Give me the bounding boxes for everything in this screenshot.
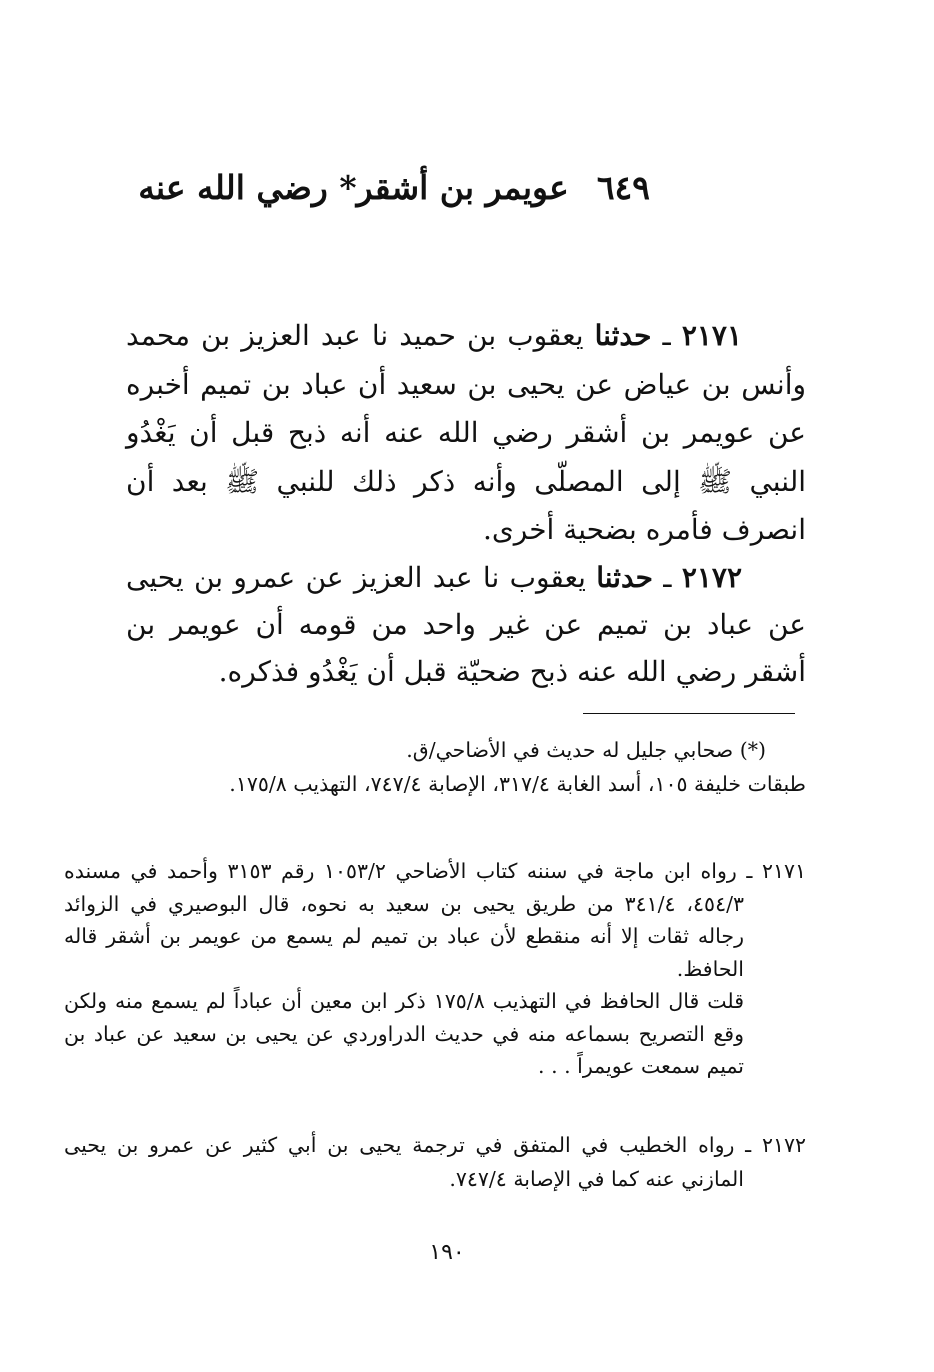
page-number: ١٩٠ [429, 1240, 465, 1265]
footnote-number: ٢١٧١ ـ [746, 859, 806, 883]
footnote-star [126, 734, 806, 801]
chapter-title: عويمر بن أشقر* رضي الله عنه [138, 168, 569, 207]
hadith-text: يعقوب بن حميد نا عبد العزيز بن محمد وأنس بن عياض عن يحيى بن سعيد أن عباد بن تميم أخبره عن عويمر بن أشقر رضي الله عنه أنه ذبح قبل أن يَغْدُو النبي ﷺ إلى المصلّى وأنه ذكر ذلك للنبي ﷺ بعد أن انصرف فأمره بضحية أخرى. [126, 319, 807, 546]
hadith-lead: حدثنا [596, 561, 653, 594]
footnote-2171-para1: رواه ابن ماجة في سننه كتاب الأضاحي ١٠٥٣/٢ رقم ٣١٥٣ وأحمد في مسنده ٤٥٤/٣، ٣٤١/٤ من طريق يحيى بن سعيد به نحوه، قال البوصيري في الزوائد رجاله ثقات إلا أنه منقطع لأن عباد بن تميم لم يسمع من عويمر بن أشقر قاله الحافظ. [64, 859, 744, 981]
hadith-number: ٢١٧٢ [681, 561, 742, 594]
footnote-number: ٢١٧٢ ـ [745, 1133, 806, 1157]
chapter-heading [138, 163, 650, 213]
footnote-divider [583, 713, 795, 714]
hadith-2172: ٢١٧٢ ـ حدثنا يعقوب نا عبد العزيز عن عمرو بن يحيى عن عباد بن تميم عن غير واحد من قومه أن عويمر بن أشقر رضي الله عنه ذبح ضحيّة قبل أن يَغْدُو فذكره. [126, 561, 806, 688]
hadith-text: يعقوب نا عبد العزيز عن عمرو بن يحيى عن عباد بن تميم عن غير واحد من قومه أن عويمر بن أشقر رضي الله عنه ذبح ضحيّة قبل أن يَغْدُو فذكره. [126, 561, 806, 688]
footnote-2171-para2: قلت قال الحافظ في التهذيب ١٧٥/٨ ذكر ابن معين أن عباداً لم يسمع منه ولكن وقع التصريح بسماعه منه في حديث الدراوردي عن يحيى بن سعيد عن عباد بن تميم سمعت عويمراً . . . [64, 989, 744, 1078]
footnote-star-line2: طبقات خليفة ١٠٥، أسد الغابة ٣١٧/٤، الإصابة ٧٤٧/٤، التهذيب ١٧٥/٨. [229, 771, 806, 796]
chapter-number: ٦٤٩ [596, 168, 650, 207]
footnote-star-line1: صحابي جليل له حديث في الأضاحي/ق. [406, 738, 734, 762]
footnote-2172 [64, 1128, 806, 1196]
hadith-lead: حدثنا [594, 319, 652, 352]
footnote-marker: (*) [739, 738, 766, 762]
hadith-2171: ٢١٧١ ـ حدثنا يعقوب بن حميد نا عبد العزيز بن محمد وأنس بن عياض عن يحيى بن سعيد أن عباد بن تميم أخبره عن عويمر بن أشقر رضي الله عنه أنه ذبح قبل أن يَغْدُو النبي ﷺ إلى المصلّى وأنه ذكر ذلك للنبي ﷺ بعد أن انصرف فأمره بضحية أخرى. [126, 319, 807, 546]
footnote-2172-text: رواه الخطيب في المتفق في ترجمة يحيى بن أبي كثير عن عمرو بن يحيى المازني عنه كما في الإصابة ٧٤٧/٤. [64, 1133, 744, 1191]
footnote-2171 [64, 855, 806, 1083]
hadith-number: ٢١٧١ [681, 319, 742, 352]
